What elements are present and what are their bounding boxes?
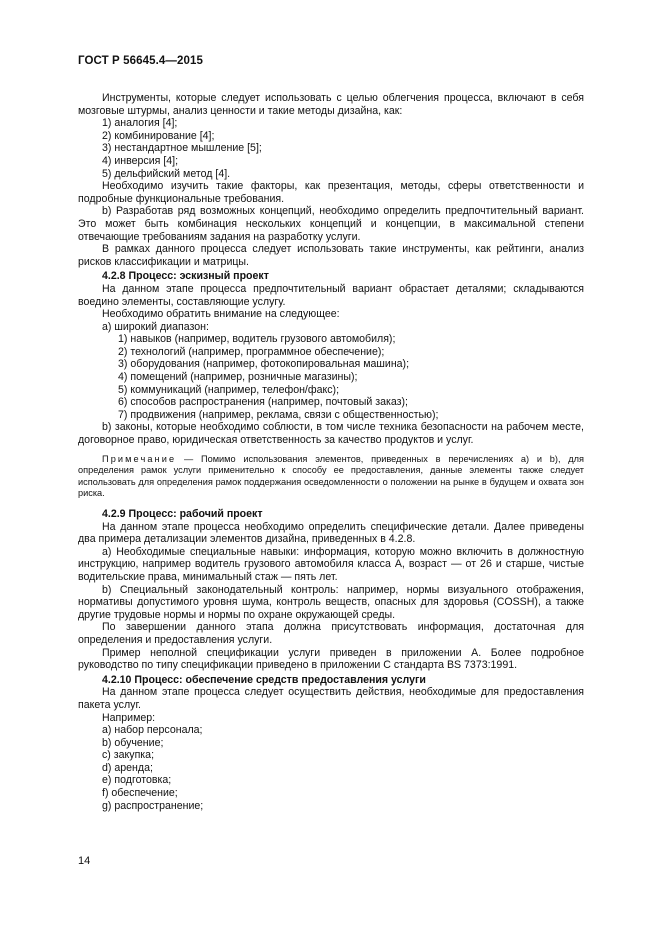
- list-item: 5) дельфийский метод [4].: [102, 167, 231, 180]
- list-item: 1) аналогия [4];: [102, 117, 178, 130]
- paragraph: b) Специальный законодательный контроль: например, нормы визуального отображения, нормативы допустимого уровня шума, контроль веществ, опасных для здоровья (COSSH), а также другие трудовые нормы и нормы по охране окружающей среды.: [78, 583, 584, 621]
- list-item: 4) помещений (например, розничные магазины);: [118, 371, 358, 384]
- list-item: 7) продвижения (например, реклама, связи с общественностью);: [118, 408, 439, 421]
- section-heading-4-2-10: 4.2.10 Процесс: обеспечение средств предоставления услуги: [102, 673, 426, 686]
- list-item: 2) комбинирование [4];: [102, 129, 215, 142]
- paragraph: На данном этапе процесса необходимо определить специфические детали. Далее приведены два примера детализации элементов дизайна, приведенных в 4.2.8.: [78, 520, 584, 546]
- note-label: Примечание: [102, 453, 177, 464]
- list-item: f) обеспечение;: [102, 787, 178, 800]
- list-item: 4) инверсия [4];: [102, 154, 179, 167]
- list-item: 3) оборудования (например, фотокопировальная машина);: [118, 358, 410, 371]
- page-number: 14: [78, 855, 91, 867]
- paragraph: Например:: [102, 711, 156, 724]
- note: [78, 454, 584, 500]
- paragraph: а) Необходимые специальные навыки: информация, которую можно включить в должностную инструкцию, например водитель грузового автомобиля класса А, возраст — от 26 и старше, чистые водительские права, минимальный стаж — пять лет.: [78, 545, 584, 583]
- list-item: d) аренда;: [102, 761, 153, 774]
- section-heading-4-2-9: 4.2.9 Процесс: рабочий проект: [102, 508, 263, 520]
- paragraph: По завершении данного этапа должна присутствовать информация, достаточная для определения и предоставления услуги.: [78, 621, 584, 646]
- list-item: 5) коммуникаций (например, телефон/факс);: [118, 383, 340, 396]
- note-text: — Помимо использования элементов, приведенных в перечислениях а) и b), для определения рамок услуги применительно к способу ее предоставления, данные элементы также следует использовать для определения рамок поддержания осведомленности о положении на рынке в будущем и охвата зон риска.: [78, 453, 584, 499]
- paragraph-b-concepts: b) Разработав ряд возможных концепций, необходимо определить предпочтительный вариант. Это может быть комбинация нескольких концепций и концепции, в максимальной степени отвечающие требованиям задания на разработку услуги.: [78, 205, 584, 243]
- list-item: c) закупка;: [102, 749, 155, 762]
- list-item: а) широкий диапазон:: [102, 320, 209, 333]
- list-item: 3) нестандартное мышление [5];: [102, 142, 262, 155]
- paragraph-tools: Инструменты, которые следует использовать с целью облегчения процесса, включают в себя мозговые штурмы, анализ ценности и такие методы дизайна, как:: [78, 92, 584, 117]
- paragraph: Необходимо обратить внимание на следующее:: [102, 308, 340, 321]
- page-header: ГОСТ Р 56645.4—2015: [78, 55, 203, 67]
- paragraph: Пример неполной спецификации услуги приведен в приложении А. Более подробное руководство по типу спецификации приведено в приложении С стандарта BS 7373:1991.: [78, 646, 584, 672]
- paragraph: На данном этапе процесса предпочтительный вариант обрастает деталями; складываются воедино элементы, составляющие услугу.: [78, 282, 584, 308]
- paragraph: На данном этапе процесса следует осуществить действия, необходимые для предоставления пакета услуг.: [78, 686, 584, 711]
- list-item: 1) навыков (например, водитель грузового автомобиля);: [118, 333, 396, 346]
- paragraph-b-laws: b) законы, которые необходимо соблюсти, в том числе техника безопасности на рабочем месте, договорное право, юридическая ответственность за качество продуктов и услуг.: [78, 421, 584, 447]
- list-item: 2) технологий (например, программное обеспечение);: [118, 345, 385, 358]
- list-item: а) набор персонала;: [102, 724, 203, 737]
- list-item: e) подготовка;: [102, 774, 172, 787]
- section-heading-4-2-8: 4.2.8 Процесс: эскизный проект: [102, 270, 269, 283]
- list-item: g) распространение;: [102, 799, 204, 812]
- list-item: 6) способов распространения (например, почтовый заказ);: [118, 396, 408, 409]
- paragraph-ratings: В рамках данного процесса следует использовать такие инструменты, как рейтинги, анализ рисков классификации и матрицы.: [78, 243, 584, 268]
- paragraph-factors: Необходимо изучить такие факторы, как презентация, методы, сферы ответственности и подробные функциональные требования.: [78, 180, 584, 205]
- page-body: [78, 92, 584, 812]
- list-item: b) обучение;: [102, 736, 164, 749]
